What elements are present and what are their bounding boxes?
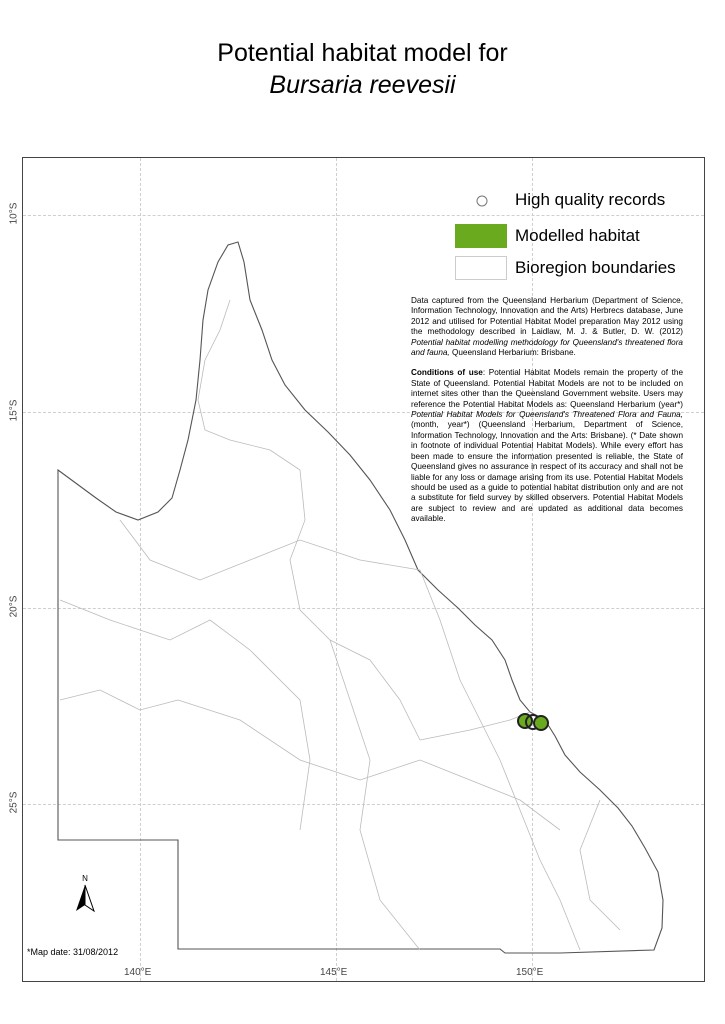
map-title: Potential habitat model for [217, 39, 508, 67]
north-arrow [74, 874, 96, 918]
north-arrow-icon [74, 883, 96, 913]
conditions-text-b: (month, year*) (Queensland Herbarium, Department of Science, Information Technology, Innovation and the Arts: Brisbane). (* Date shown in footnote of individual Potential Habitat Models). While every effort has been made to ensure the information presented is reliable, the State of Queensland gives no assurance in respect of its accuracy and shall not be liable for any loss or damage arising from its use. Potential Habitat Models should be used as a guide to potential habitat distribution only and are not a substitute for field survey by skilled observers. Potential Habitat Models are subject to review and are updated as additional data becomes available. [411, 420, 683, 524]
legend-records-symbol [476, 188, 488, 214]
source-publisher: Queensland Herbarium: Brisbane. [451, 348, 576, 358]
conditions-title: Potential Habitat Models for Queensland's Threatened Flora and Fauna, [411, 410, 683, 420]
source-text: Data captured from the Queensland Herbarium (Department of Science, Information Technology, Innovation and the Arts) Herbrecs database, June 2012 and utilised for Potential Habitat Model preparation May 2012 using the methodology described in Laidlaw, M. J. & Butler, D. W. (2012) [411, 296, 683, 337]
legend-bioregion-label: Bioregion boundaries [515, 258, 676, 277]
north-label: N [82, 874, 88, 883]
legend-records-label: High quality records [515, 190, 666, 209]
lon-label-140e: 140°E [124, 967, 152, 978]
lat-label-15s: 15°S [8, 399, 20, 422]
conditions-heading: Conditions of use [411, 368, 483, 378]
legend-bioregion-swatch [455, 256, 507, 280]
data-source-notes [411, 296, 683, 535]
lat-label-20s: 20°S [8, 595, 20, 618]
legend-habitat-swatch [455, 224, 507, 248]
lat-label-25s: 25°S [8, 791, 20, 814]
habitat-records [518, 714, 548, 730]
source-title: Potential habitat modelling methodology for Queensland's threatened flora and fauna, [411, 337, 683, 358]
lon-label-150e: 150°E [516, 967, 544, 978]
species-name: Bursaria reevesii [269, 71, 456, 99]
legend-habitat-label: Modelled habitat [515, 226, 640, 245]
map-date: *Map date: 31/08/2012 [27, 947, 119, 957]
lon-label-145e: 145°E [320, 967, 348, 978]
conditions-text-a: : Potential Habitat Models remain the property of the State of Queensland. Potential Habitat Models are not to be included on internet sites other than the Queensland Government website. Users may reference the Potential Habitat Models as: Queensland Herbarium (year*) [411, 368, 683, 409]
lat-label-10s: 10°S [8, 202, 20, 225]
